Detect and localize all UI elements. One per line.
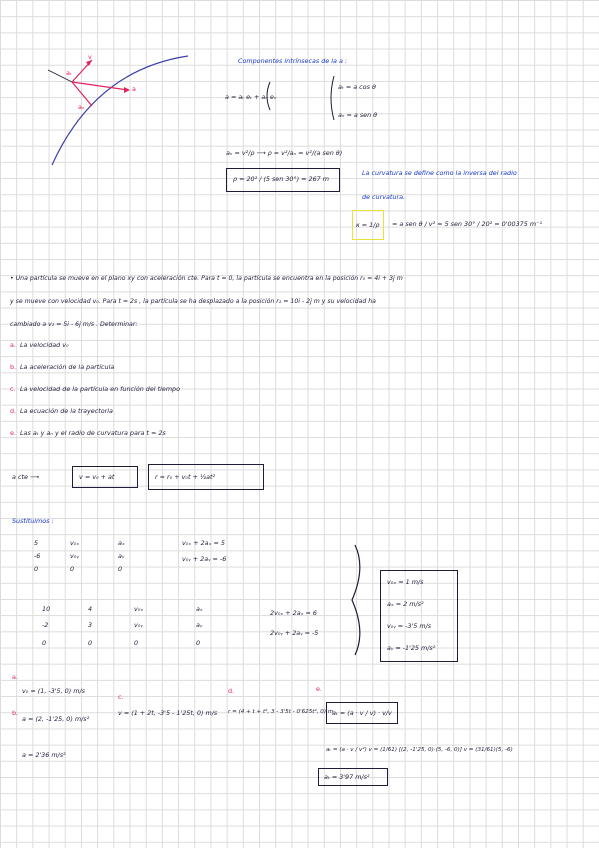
- problem-line-1: • Una partícula se mueve en el plano xy con aceleración cte. Para t = 0, la partícula se encuentra en la posición r₀ = 4i + 3j m: [10, 275, 403, 282]
- curvature-value: = a sen θ / v² = 5 sen 30° / 20² = 0'00375 m⁻¹: [392, 220, 543, 228]
- problem-item-letter: e.: [10, 429, 16, 437]
- matrix-cell: v₀ₓ: [134, 605, 144, 613]
- problem-item-text: La ecuación de la trayectoria: [20, 407, 113, 415]
- result-v0y: v₀ᵧ = -3'5 m/s: [387, 622, 432, 630]
- problem-item-letter: b.: [10, 363, 17, 371]
- answer-a: v₀ = (1, -3'5, 0) m/s: [22, 687, 85, 695]
- intrinsic-components-title: Componentes intrínsecas de la a :: [238, 57, 348, 65]
- position-formula-box: [148, 464, 264, 490]
- position-formula: r = r₀ + v₀t + ½at²: [155, 473, 216, 481]
- tangential-acceleration-label: aₜ: [66, 69, 72, 77]
- answer-a-label: a.: [12, 673, 18, 681]
- answer-e-equation: aₜ = (a · v / v²) v = (1/61) [(2, -1'25, 0)·(5, -6, 0)] v = (31/61)(5, -6): [326, 747, 513, 753]
- acceleration-label: a: [132, 85, 136, 93]
- matrix-cell: 0: [70, 565, 75, 573]
- matrix-cell: 4: [88, 605, 93, 613]
- answer-e-formula-box: [326, 702, 398, 724]
- result-ax: aₓ = 2 m/s²: [387, 600, 424, 608]
- curvature-note-line-1: La curvatura se define como la inversa del radio: [362, 169, 517, 177]
- problem-item-letter: d.: [10, 407, 17, 415]
- normal-acceleration-label: aₙ: [78, 103, 85, 111]
- result-ay: aᵧ = -1'25 m/s²: [387, 644, 436, 652]
- problem-item-text: Las aₜ y aₙ y el radio de curvatura para t = 2s: [20, 429, 166, 437]
- matrix-cell: 0: [134, 639, 139, 647]
- system-1-equation-1: v₀ₓ + 2aₓ = 5: [182, 539, 225, 547]
- velocity-formula-box: [72, 466, 138, 488]
- answer-e-label: e.: [316, 685, 322, 693]
- matrix-cell: 5: [34, 539, 39, 547]
- matrix-cell: aᵧ: [196, 621, 203, 629]
- matrix-cell: v₀ₓ: [70, 539, 80, 547]
- problem-item-letter: c.: [10, 385, 16, 393]
- velocity-label: v: [88, 53, 92, 61]
- problem-item-text: La velocidad de la partícula en función del tiempo: [20, 385, 181, 393]
- curvature-note-line-2: de curvatura.: [362, 193, 406, 201]
- answer-b-label: b.: [12, 709, 19, 717]
- constant-acceleration-label: a cte ⟶: [12, 473, 40, 481]
- curvature-symbol: κ = 1/ρ: [356, 221, 380, 229]
- answer-d: r = (4 + t + t², 3 - 3'5t - 0'625t², 0) m: [228, 709, 334, 715]
- system-2-equation-2: 2v₀ᵧ + 2aᵧ = -5: [270, 629, 319, 637]
- problem-item-text: La velocidad v₀: [20, 341, 69, 349]
- system-2-equation-1: 2v₀ₓ + 2aₓ = 6: [270, 609, 317, 617]
- system-1-equation-2: v₀ᵧ + 2aᵧ = -6: [182, 555, 227, 563]
- matrix-cell: 0: [88, 639, 93, 647]
- answer-e-result-box: [318, 768, 388, 786]
- answer-e-result: aₜ = 3'97 m/s²: [324, 773, 370, 781]
- answer-b: a = (2, -1'25, 0) m/s²: [22, 715, 90, 723]
- matrix-cell: -6: [34, 552, 41, 560]
- normal-equation: aₙ = a sen θ: [338, 111, 378, 119]
- matrix-cell: 10: [42, 605, 51, 613]
- velocity-formula: v = v₀ + at: [79, 473, 115, 481]
- problem-line-2: y se mueve con velocidad v₀. Para t = 2s , la partícula se ha desplazado a la posición r₂ = 10i - 2j m y su velocidad ha: [10, 298, 376, 305]
- answer-d-label: d.: [228, 687, 235, 695]
- radius-result: ρ = 20² / (5 sen 30°) = 267 m: [233, 175, 330, 183]
- tangential-equation: aₜ = a cos θ: [338, 83, 376, 91]
- matrix-cell: aₓ: [196, 605, 203, 613]
- matrix-cell: v₀ᵧ: [134, 621, 143, 629]
- matrix-cell: 0: [34, 565, 39, 573]
- answer-c-label: c.: [118, 693, 124, 701]
- substitution-heading: Sustituimos :: [12, 517, 54, 525]
- problem-item-text: La aceleración de la partícula: [20, 363, 115, 371]
- matrix-cell: 3: [88, 621, 93, 629]
- radius-result-box: [226, 168, 340, 192]
- problem-item-letter: a.: [10, 341, 16, 349]
- problem-line-3: cambiado a v₂ = 5i - 6j m/s . Determinar:: [10, 321, 138, 328]
- radius-definition: aₙ = v²/ρ ⟶ ρ = v²/aₙ = v²/(a sen θ): [226, 149, 343, 157]
- matrix-cell: v₀ᵧ: [70, 552, 79, 560]
- matrix-cell: 0: [42, 639, 47, 647]
- result-v0x: v₀ₓ = 1 m/s: [387, 578, 424, 586]
- matrix-cell: aᵧ: [118, 552, 125, 560]
- answer-e-formula: aₜ = (a · v / v) · v/v: [332, 709, 392, 717]
- curvature-highlight-box: [352, 210, 384, 240]
- acceleration-equation: a = aₜ eₜ + aₙ eₙ: [225, 93, 277, 101]
- results-box: [380, 570, 458, 662]
- answer-b-magnitude: a = 2'36 m/s²: [22, 751, 66, 759]
- matrix-cell: 0: [118, 565, 123, 573]
- matrix-cell: -2: [42, 621, 49, 629]
- answer-c: v = (1 + 2t, -3'5 - 1'25t, 0) m/s: [118, 709, 218, 717]
- matrix-cell: aₓ: [118, 539, 125, 547]
- matrix-cell: 0: [196, 639, 201, 647]
